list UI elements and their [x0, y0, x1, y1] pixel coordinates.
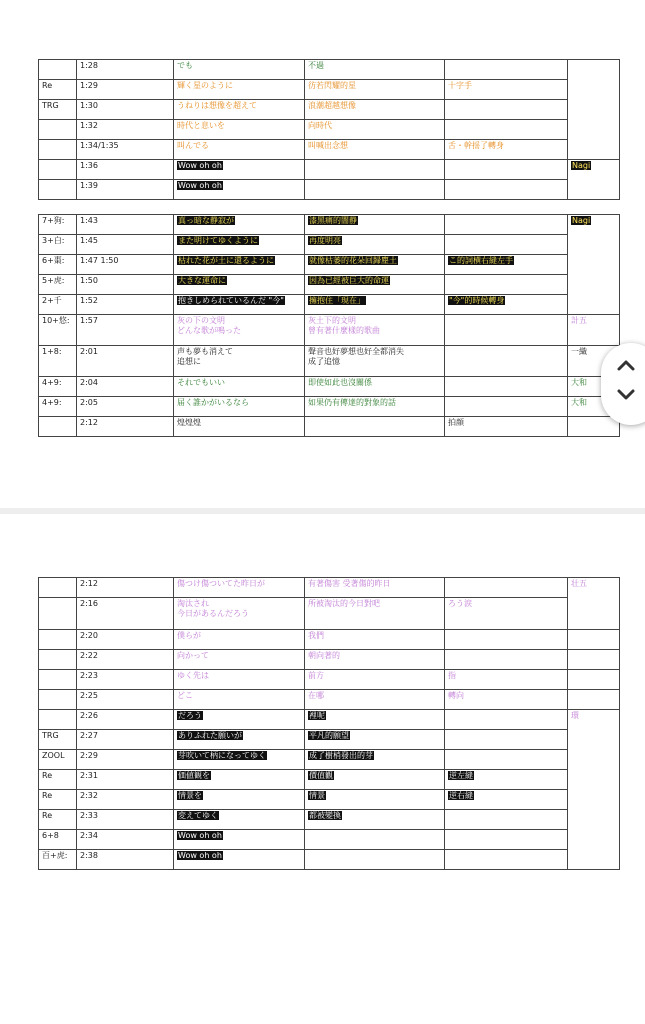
time-cell: 2:27 [77, 730, 174, 750]
japanese-lyric-cell: 傷つけ傷ついてた昨日が [174, 578, 305, 598]
choreo-cell [445, 235, 568, 255]
member-cell [39, 650, 77, 670]
table-row [39, 60, 620, 80]
choreo-cell: 十字手 [445, 80, 568, 100]
highlighted-lyric: 都被變換 [309, 811, 341, 820]
table-row [39, 255, 620, 275]
chinese-lyric-cell [305, 295, 445, 315]
time-cell: 2:26 [77, 710, 174, 730]
chinese-lyric-cell: 朝向著的 [305, 650, 445, 670]
highlighted-lyric: 価値観を [178, 771, 210, 780]
highlighted-lyric: 大きな運命に [178, 276, 226, 285]
member-cell [39, 160, 77, 180]
japanese-lyric-cell [174, 215, 305, 235]
member-cell [39, 180, 77, 200]
highlighted-lyric: 芽吹いて柄になってゆく [178, 751, 266, 760]
chinese-lyric-cell: 不過 [305, 60, 445, 80]
member-cell: 2+千 [39, 295, 77, 315]
time-cell: 2:38 [77, 850, 174, 870]
lyrics-table-3 [38, 577, 620, 870]
center-cell [568, 215, 620, 315]
highlighted-choreo: 逆左縫 [449, 771, 473, 780]
choreo-cell: 指 [445, 670, 568, 690]
time-cell: 2:33 [77, 810, 174, 830]
time-cell: 2:22 [77, 650, 174, 670]
member-cell: 5+虎: [39, 275, 77, 295]
japanese-lyric-cell [174, 730, 305, 750]
member-cell [39, 140, 77, 160]
table-row [39, 397, 620, 417]
chinese-lyric-cell [305, 160, 445, 180]
center-cell [568, 690, 620, 710]
chinese-lyric-cell [305, 275, 445, 295]
choreo-cell [445, 578, 568, 598]
chinese-lyric-cell: 聲音也好夢想也好全都消失 成了追憶 [305, 346, 445, 377]
chinese-lyric-cell: 如果仍有傳達的對象的話 [305, 397, 445, 417]
choreo-cell [445, 275, 568, 295]
chinese-lyric-cell: 彷若閃耀的星 [305, 80, 445, 100]
table-row [39, 295, 620, 315]
member-cell: 3+白: [39, 235, 77, 255]
member-cell [39, 670, 77, 690]
chinese-lyric-cell [305, 235, 445, 255]
member-cell: TRG [39, 730, 77, 750]
japanese-lyric-cell: ゆく先は [174, 670, 305, 690]
time-cell: 2:25 [77, 690, 174, 710]
highlighted-lyric: 真っ暗な静寂が [178, 216, 234, 225]
member-cell: 6+棗: [39, 255, 77, 275]
choreo-cell [445, 120, 568, 140]
highlighted-lyric: 裡呢 [309, 711, 325, 720]
time-cell: 2:12 [77, 578, 174, 598]
chinese-lyric-cell [305, 750, 445, 770]
highlighted-lyric: Wow oh oh [178, 851, 222, 860]
table-row [39, 710, 620, 730]
member-cell [39, 630, 77, 650]
choreo-cell: 轉向 [445, 690, 568, 710]
highlighted-lyric: 成了樹梢發出的芽 [309, 751, 373, 760]
choreo-cell [445, 160, 568, 180]
time-cell: 1:43 [77, 215, 174, 235]
time-cell: 1:52 [77, 295, 174, 315]
time-cell: 1:50 [77, 275, 174, 295]
table-row [39, 140, 620, 160]
center-cell: 壮五 [568, 578, 620, 630]
member-cell: TRG [39, 100, 77, 120]
japanese-lyric-cell: 輝く星のように [174, 80, 305, 100]
center-cell [568, 630, 620, 650]
center-cell: 大和 [568, 397, 620, 417]
time-cell: 1:36 [77, 160, 174, 180]
choreo-text: 舌・幹揺了轉身 [448, 141, 504, 150]
highlighted-lyric: Wow oh oh [178, 181, 222, 190]
table-row [39, 810, 620, 830]
time-cell: 2:04 [77, 377, 174, 397]
highlighted-lyric: だろう [178, 711, 202, 720]
chinese-lyric-cell: 即使如此也沒關係 [305, 377, 445, 397]
table-row [39, 830, 620, 850]
japanese-lyric-cell: 届く誰かがいるなら [174, 397, 305, 417]
japanese-lyric-cell: 淘汰され 今日があるんだろう [174, 598, 305, 630]
japanese-lyric-cell [174, 275, 305, 295]
highlighted-lyric: 漆黑痛的闇静 [309, 216, 357, 225]
table-row [39, 315, 620, 346]
center-cell [568, 60, 620, 160]
table-row [39, 346, 620, 377]
table-row [39, 730, 620, 750]
chinese-lyric-cell [305, 790, 445, 810]
choreo-cell [445, 315, 568, 346]
time-cell: 2:32 [77, 790, 174, 810]
japanese-lyric-cell [174, 235, 305, 255]
choreo-cell [445, 377, 568, 397]
time-cell: 1:39 [77, 180, 174, 200]
member-cell [39, 710, 77, 730]
table-row [39, 750, 620, 770]
time-cell: 2:29 [77, 750, 174, 770]
member-cell: 4+9: [39, 397, 77, 417]
highlighted-lyric: 枯れた花が土に還るように [178, 256, 274, 265]
time-cell: 1:34/1:35 [77, 140, 174, 160]
japanese-lyric-cell: 叫んでる [174, 140, 305, 160]
chinese-lyric-cell: 灰土下的文明 曾有著什麼樣的歌曲 [305, 315, 445, 346]
japanese-lyric-cell [174, 810, 305, 830]
time-cell: 2:23 [77, 670, 174, 690]
lyrics-table-2 [38, 214, 620, 437]
page-nav-widget [601, 343, 645, 425]
choreo-cell [445, 140, 568, 160]
chevron-down-icon[interactable] [616, 387, 636, 403]
time-cell: 1:47 1:50 [77, 255, 174, 275]
japanese-lyric-cell [174, 830, 305, 850]
table-row [39, 100, 620, 120]
time-cell: 2:05 [77, 397, 174, 417]
member-cell: Re [39, 810, 77, 830]
time-cell: 1:30 [77, 100, 174, 120]
choreo-cell: 拍顔 [445, 417, 568, 437]
japanese-lyric-cell: 煌煌煌 [174, 417, 305, 437]
choreo-cell [445, 830, 568, 850]
highlighted-lyric: 再度明亮 [309, 236, 341, 245]
table-row [39, 770, 620, 790]
choreo-cell [445, 397, 568, 417]
chinese-lyric-cell: 叫喊出念想 [305, 140, 445, 160]
time-cell: 2:01 [77, 346, 174, 377]
table-row [39, 850, 620, 870]
highlighted-lyric: 抱きしめられているんだ "今" [178, 296, 284, 305]
member-cell: ZOOL [39, 750, 77, 770]
center-cell: 一織 [568, 346, 620, 377]
highlighted-lyric: また明けてゆくように [178, 236, 258, 245]
member-cell [39, 120, 77, 140]
table-row [39, 790, 620, 810]
chinese-lyric-cell: 前方 [305, 670, 445, 690]
center-cell: 環 [568, 710, 620, 870]
time-cell: 2:12 [77, 417, 174, 437]
choreo-cell [445, 630, 568, 650]
table-row [39, 160, 620, 180]
japanese-lyric-cell [174, 750, 305, 770]
member-cell: Re [39, 790, 77, 810]
time-cell: 1:29 [77, 80, 174, 100]
chinese-lyric-cell: 向時代 [305, 120, 445, 140]
japanese-lyric-cell: それでもいい [174, 377, 305, 397]
chinese-lyric-cell: 浪潮超越想像 [305, 100, 445, 120]
table-row [39, 120, 620, 140]
center-cell [568, 670, 620, 690]
chinese-lyric-cell [305, 710, 445, 730]
time-cell: 1:28 [77, 60, 174, 80]
highlighted-lyric: Wow oh oh [178, 831, 222, 840]
choreo-cell [445, 60, 568, 80]
center-name: Nagi [572, 216, 591, 225]
choreo-cell [445, 100, 568, 120]
member-cell: 10+悠: [39, 315, 77, 346]
member-cell [39, 578, 77, 598]
chinese-lyric-cell: 我們 [305, 630, 445, 650]
japanese-lyric-cell: 声も夢も消えて 追想に [174, 346, 305, 377]
table-row [39, 598, 620, 630]
document-page-1 [0, 0, 645, 508]
japanese-lyric-cell: どこ [174, 690, 305, 710]
table-row [39, 670, 620, 690]
center-cell: 計五 [568, 315, 620, 346]
japanese-lyric-cell [174, 790, 305, 810]
highlighted-lyric: ありふれた願いが [178, 731, 242, 740]
time-cell: 2:20 [77, 630, 174, 650]
highlighted-lyric: 價值觀 [309, 771, 333, 780]
choreo-cell [445, 810, 568, 830]
center-cell [568, 160, 620, 200]
japanese-lyric-cell [174, 850, 305, 870]
japanese-lyric-cell: でも [174, 60, 305, 80]
japanese-lyric-cell [174, 180, 305, 200]
highlighted-choreo: こ的詞横右縫左手 [449, 256, 513, 265]
japanese-lyric-cell [174, 295, 305, 315]
japanese-lyric-cell [174, 710, 305, 730]
highlighted-choreo: "今"的時候轉身 [449, 296, 505, 305]
center-cell: 大和 [568, 377, 620, 397]
chinese-lyric-cell: 所被淘汰的今日對吧 [305, 598, 445, 630]
table-row [39, 80, 620, 100]
japanese-lyric-cell: 灰の下の文明 どんな歌が鳴った [174, 315, 305, 346]
highlighted-choreo: 逆右縫 [449, 791, 473, 800]
member-cell: 6+8 [39, 830, 77, 850]
member-cell: 4+9: [39, 377, 77, 397]
choreo-cell [445, 770, 568, 790]
japanese-lyric-cell: うねりは想像を超えて [174, 100, 305, 120]
chinese-lyric-cell [305, 850, 445, 870]
japanese-lyric-cell [174, 160, 305, 180]
time-cell: 1:32 [77, 120, 174, 140]
table-row [39, 215, 620, 235]
member-cell [39, 417, 77, 437]
highlighted-lyric: 就像枯萎的花朵回歸塵土 [309, 256, 397, 265]
highlighted-lyric: 情景 [309, 791, 325, 800]
chinese-lyric-cell [305, 215, 445, 235]
highlighted-lyric: 擁抱住「現在」 [309, 296, 365, 305]
highlighted-lyric: 変えてゆく [178, 811, 218, 820]
table-row [39, 275, 620, 295]
chinese-lyric-cell: 有著傷害 受著傷的昨日 [305, 578, 445, 598]
table-row [39, 377, 620, 397]
table-row [39, 235, 620, 255]
choreo-cell [445, 790, 568, 810]
member-cell [39, 598, 77, 630]
choreo-cell [445, 750, 568, 770]
highlighted-lyric: Wow oh oh [178, 161, 222, 170]
member-cell: 百+虎: [39, 850, 77, 870]
chinese-lyric-cell [305, 810, 445, 830]
table-row [39, 650, 620, 670]
choreo-cell [445, 295, 568, 315]
time-cell: 1:57 [77, 315, 174, 346]
member-cell: 7+狗: [39, 215, 77, 235]
choreo-cell [445, 730, 568, 750]
center-cell [568, 417, 620, 437]
member-cell [39, 60, 77, 80]
chinese-lyric-cell [305, 730, 445, 750]
table-row [39, 690, 620, 710]
japanese-lyric-cell [174, 255, 305, 275]
highlighted-lyric: 平凡的願望 [309, 731, 349, 740]
table-row [39, 417, 620, 437]
member-cell: Re [39, 80, 77, 100]
choreo-cell: ろう涙 [445, 598, 568, 630]
time-cell: 2:16 [77, 598, 174, 630]
chevron-up-icon[interactable] [616, 357, 636, 373]
table-row [39, 180, 620, 200]
highlighted-lyric: 因為已經被巨大的命運 [309, 276, 389, 285]
member-cell: 1+8: [39, 346, 77, 377]
table-row [39, 578, 620, 598]
choreo-cell [445, 850, 568, 870]
choreo-cell [445, 180, 568, 200]
chinese-lyric-cell [305, 830, 445, 850]
chinese-lyric-cell [305, 180, 445, 200]
chinese-lyric-cell [305, 417, 445, 437]
member-cell: Re [39, 770, 77, 790]
choreo-cell [445, 346, 568, 377]
highlighted-lyric: 情景を [178, 791, 202, 800]
japanese-lyric-cell: 僕らが [174, 630, 305, 650]
japanese-lyric-cell: 時代と息いを [174, 120, 305, 140]
member-cell [39, 690, 77, 710]
center-cell [568, 650, 620, 670]
japanese-lyric-cell [174, 770, 305, 790]
chinese-lyric-cell [305, 255, 445, 275]
choreo-cell [445, 255, 568, 275]
choreo-cell [445, 215, 568, 235]
time-cell: 2:34 [77, 830, 174, 850]
chinese-lyric-cell [305, 770, 445, 790]
choreo-cell [445, 650, 568, 670]
lyrics-table-1 [38, 59, 620, 200]
japanese-lyric-cell: 向かって [174, 650, 305, 670]
time-cell: 2:31 [77, 770, 174, 790]
document-page-2 [0, 514, 645, 1024]
time-cell: 1:45 [77, 235, 174, 255]
table-row [39, 630, 620, 650]
choreo-cell [445, 710, 568, 730]
chinese-lyric-cell: 在哪 [305, 690, 445, 710]
center-name: Nagi [572, 161, 591, 170]
